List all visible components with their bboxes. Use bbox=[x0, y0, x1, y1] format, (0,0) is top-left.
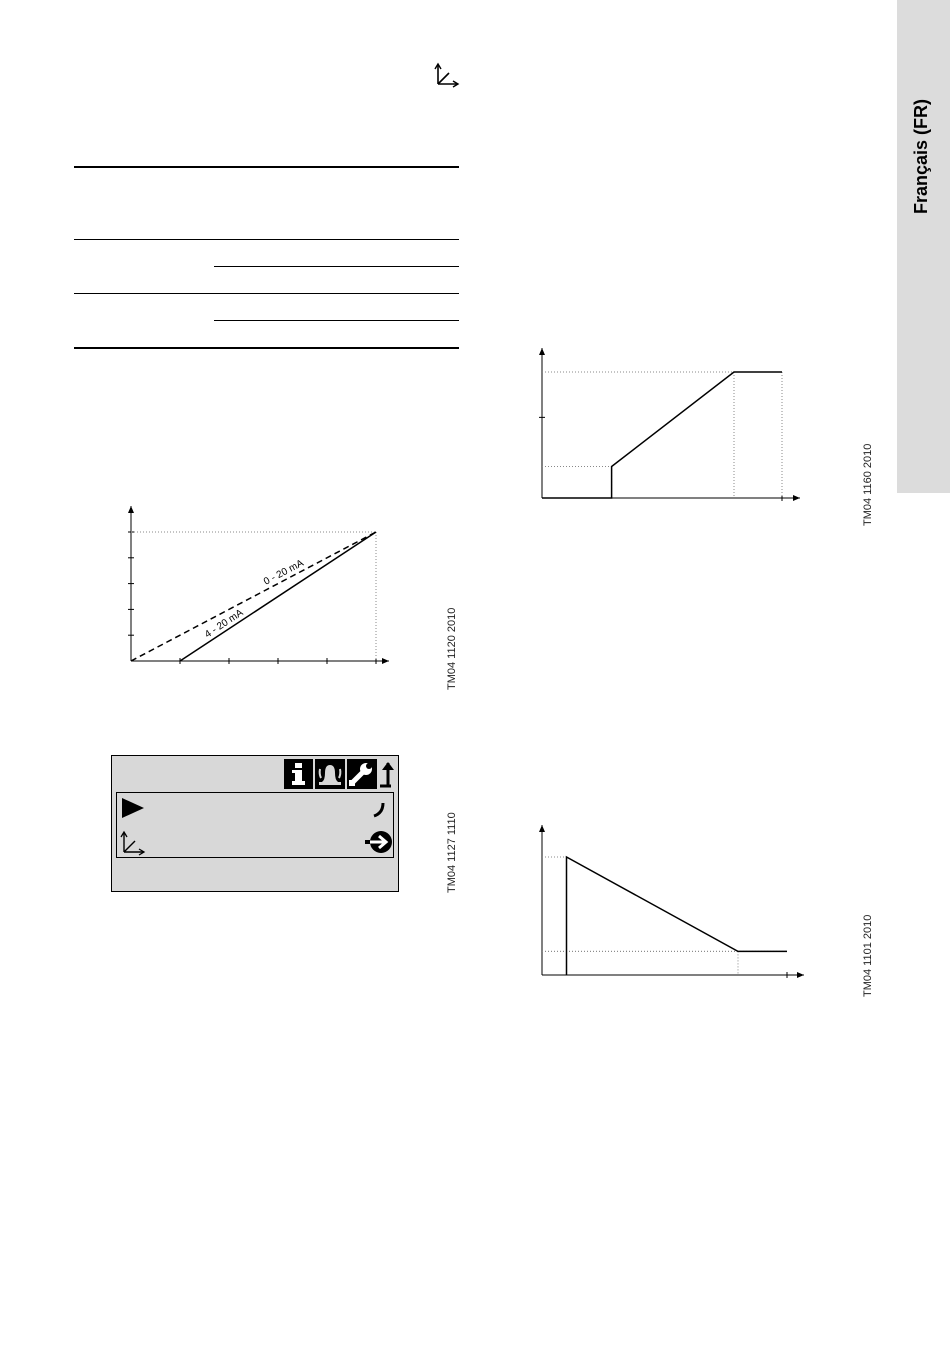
ramp-down-chart bbox=[520, 815, 810, 995]
table-rule bbox=[74, 293, 459, 294]
x-axis-arrow bbox=[793, 495, 800, 501]
x-axis-arrow bbox=[797, 972, 804, 978]
alarm-bell-icon[interactable] bbox=[315, 759, 345, 789]
display-menu-list bbox=[116, 792, 394, 858]
display-menu-icons bbox=[284, 759, 396, 789]
language-tab-label: Français (FR) bbox=[911, 98, 931, 214]
series-line bbox=[542, 372, 782, 498]
table-rule bbox=[214, 320, 459, 321]
series-line bbox=[567, 857, 788, 975]
language-tab bbox=[897, 0, 950, 493]
series-label: 0 - 20 mA bbox=[262, 557, 306, 588]
y-axis-arrow bbox=[539, 348, 545, 355]
figure-code: TM04 1120 2010 bbox=[446, 607, 458, 690]
table-rule-bottom bbox=[74, 347, 459, 349]
enter-arrow-icon[interactable] bbox=[365, 829, 393, 855]
y-axis-arrow bbox=[128, 506, 134, 513]
figure-code: TM04 1127 1110 bbox=[446, 812, 458, 893]
series-line bbox=[131, 532, 376, 661]
analog-input-chart bbox=[110, 500, 400, 680]
series-label: 4 - 20 mA bbox=[203, 607, 246, 641]
curved-arrow-icon[interactable] bbox=[371, 801, 387, 819]
back-arrow-icon[interactable] bbox=[379, 759, 396, 789]
figure-code: TM04 1160 2010 bbox=[862, 443, 874, 526]
axis-corner-icon[interactable] bbox=[119, 829, 147, 857]
x-axis-arrow bbox=[382, 658, 389, 664]
info-icon[interactable] bbox=[284, 759, 313, 789]
settings-wrench-icon[interactable] bbox=[347, 759, 377, 789]
control-panel-display bbox=[111, 755, 399, 892]
axis-corner-icon bbox=[433, 61, 461, 89]
table-rule-top bbox=[74, 166, 459, 168]
ramp-up-chart bbox=[520, 340, 810, 520]
table-rule bbox=[74, 239, 459, 240]
table-rule bbox=[214, 266, 459, 267]
series-line bbox=[180, 532, 376, 661]
figure-code: TM04 1101 2010 bbox=[862, 914, 874, 997]
play-triangle-icon[interactable] bbox=[121, 797, 145, 819]
y-axis-arrow bbox=[539, 825, 545, 832]
